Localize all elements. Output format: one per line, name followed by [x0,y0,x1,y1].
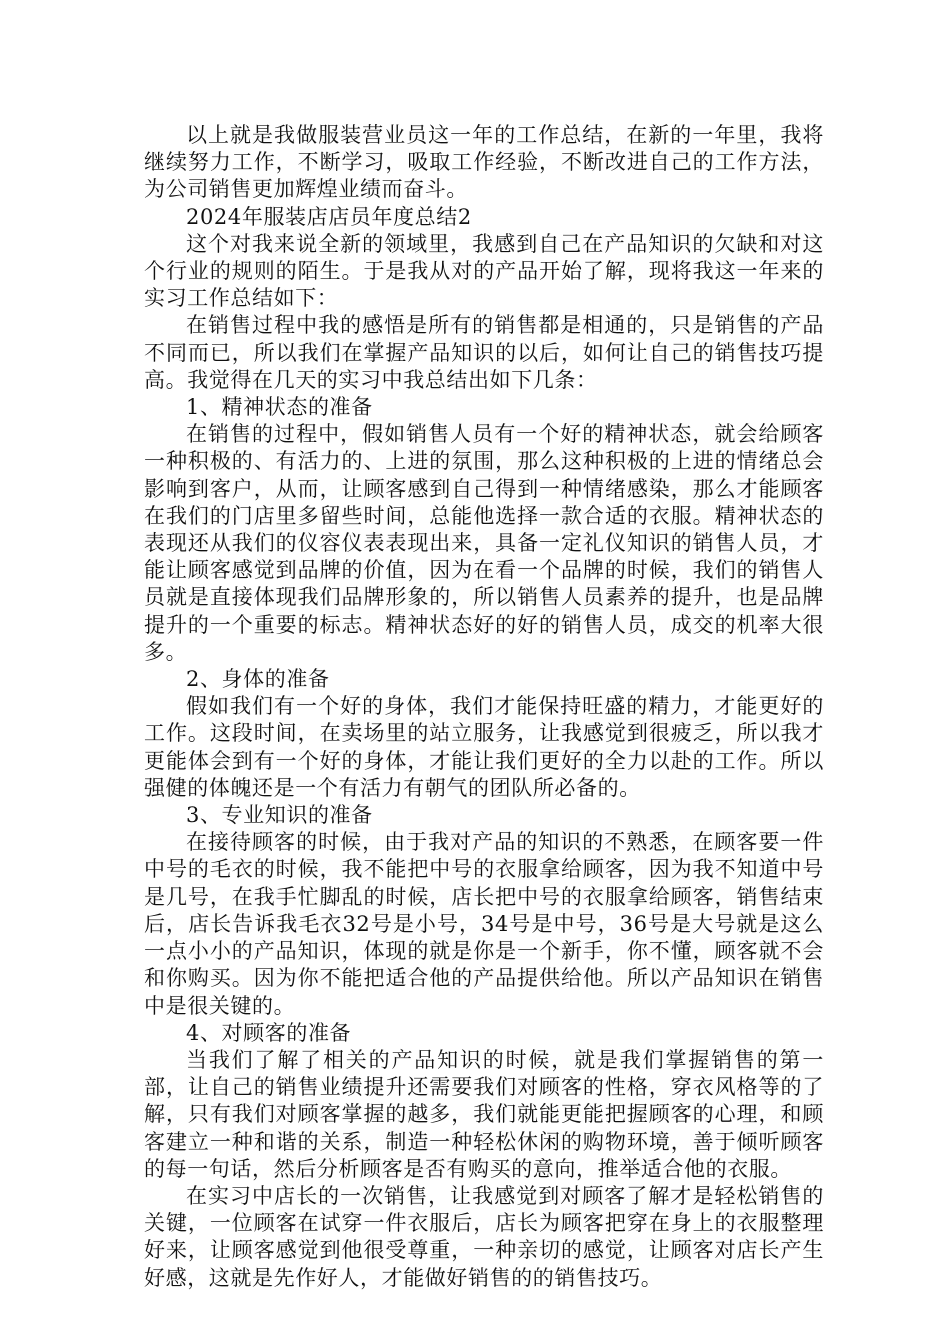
paragraph-conclusion: 以上就是我做服装营业员这一年的工作总结，在新的一年里，我将继续努力工作，不断学习，吸取工作经验，不断改进自己的工作方法，为公司销售更加辉煌业绩而奋斗。 [144,123,824,202]
paragraph-knowledge: 在接待顾客的时候，由于我对产品的知识的不熟悉，在顾客要一件中号的毛衣的时候，我不能把中号的衣服拿给顾客，因为我不知道中号是几号，在我手忙脚乱的时候，店长把中号的衣服拿给顾客，销售结束后，店长告诉我毛衣32号是小号，34号是中号，36号是大号就是这么一点小小的产品知识，体现的就是你是一个新手，你不懂，顾客就不会和你购买。因为你不能把适合他的产品提供给他。所以产品知识在销售中是很关键的。 [144,830,824,1018]
paragraph-customer: 当我们了解了相关的产品知识的时候，就是我们掌握销售的第一部，让自己的销售业绩提升还需要我们对顾客的性格，穿衣风格等的了解，只有我们对顾客掌握的越多，我们就能更能把握顾客的心理，和顾客建立一种和谐的关系，制造一种轻松休闲的购物环境，善于倾听顾客的每一句话，然后分析顾客是否有购买的意向，推举适合他的衣服。 [144,1047,824,1181]
paragraph-physical: 假如我们有一个好的身体，我们才能保持旺盛的精力，才能更好的工作。这段时间，在卖场里的站立服务，让我感觉到很疲乏，所以我才更能体会到有一个好的身体，才能让我们更好的全力以赴的工作。所以强健的体魄还是一个有活力有朝气的团队所必备的。 [144,694,824,800]
paragraph-insight: 在销售过程中我的感悟是所有的销售都是相通的，只是销售的产品不同而已，所以我们在掌握产品知识的以后，如何让自己的销售技巧提高。我觉得在几天的实习中我总结出如下几条： [144,313,824,392]
heading-physical: 2、身体的准备 [186,667,330,692]
heading-mental-state: 1、精神状态的准备 [186,395,373,420]
paragraph-manager-example: 在实习中店长的一次销售，让我感觉到对顾客了解才是轻松销售的关键，一位顾客在试穿一件衣服后，店长为顾客把穿在身上的衣服整理好来，让顾客感觉到他很受尊重，一种亲切的感觉，让顾客对店长产生好感，这就是先作好人，才能做好销售的的销售技巧。 [144,1183,824,1290]
document-body [144,122,824,1292]
heading-knowledge: 3、专业知识的准备 [186,803,373,828]
section-title: 2024年服装店店员年度总结2 [186,204,472,229]
paragraph-intro: 这个对我来说全新的领域里，我感到自己在产品知识的欠缺和对这个行业的规则的陌生。于是我从对的产品开始了解，现将我这一年来的实习工作总结如下： [144,231,824,311]
paragraph-mental-state: 在销售的过程中，假如销售人员有一个好的精神状态，就会给顾客一种积极的、有活力的、上进的氛围，那么这种积极的上进的情绪总会影响到客户，从而，让顾客感到自己得到一种情绪感染，那么才能顾客在我们的门店里多留些时间，总能他选择一款合适的衣服。精神状态的表现还从我们的仪容仪表表现出来，具备一定礼仪知识的销售人员，才能让顾客感觉到品牌的价值，因为在看一个品牌的时候，我们的销售人员就是直接体现我们品牌形象的，所以销售人员素养的提升，也是品牌提升的一个重要的标志。精神状态好的好的销售人员，成交的机率大很多。 [144,422,824,664]
heading-customer: 4、对顾客的准备 [186,1020,352,1045]
